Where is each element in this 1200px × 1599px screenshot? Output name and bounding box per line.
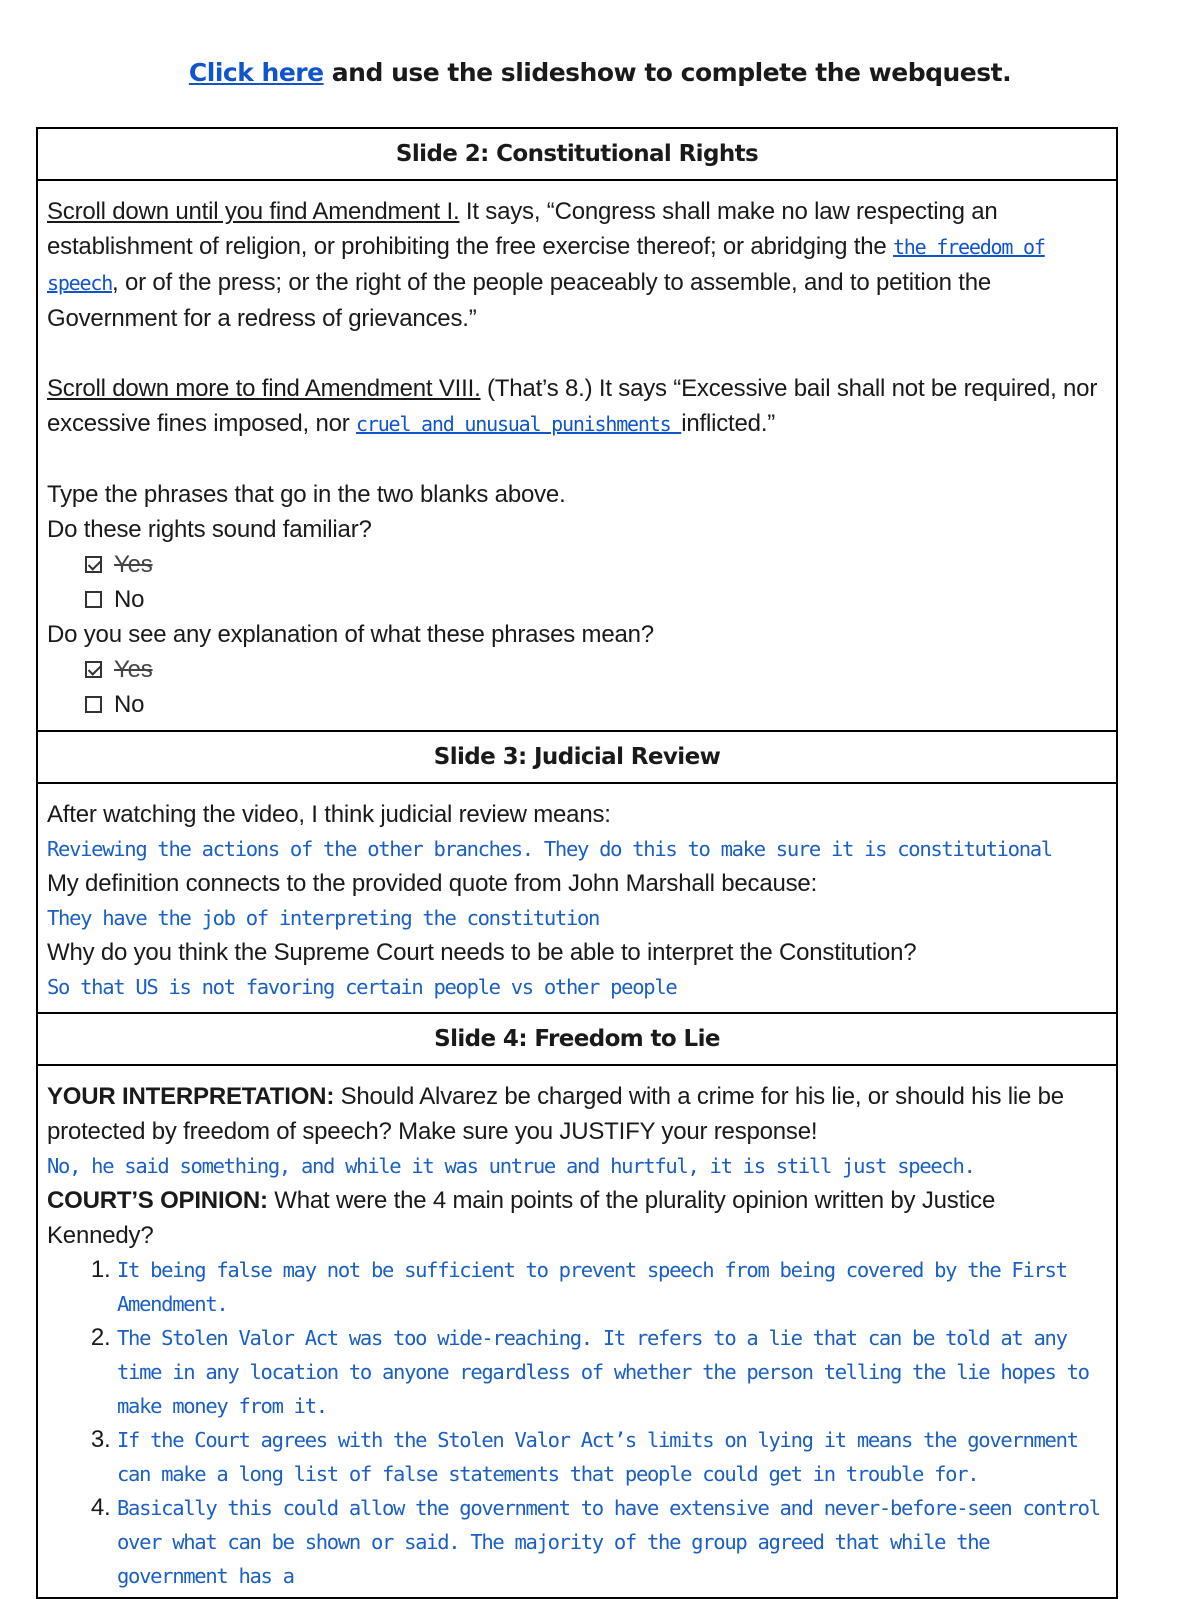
webquest-table bbox=[36, 127, 1118, 1599]
checkbox-checked-icon[interactable] bbox=[85, 556, 102, 573]
option-familiar-no[interactable]: No bbox=[47, 582, 1107, 617]
option-familiar-yes[interactable]: Yes bbox=[47, 547, 1107, 582]
list-item: 4. Basically this could allow the government to have extensive and never-before-seen control over what can be shown or said. The majority of the group agreed that while the government has a bbox=[117, 1491, 1107, 1593]
amendment-8-lead: Scroll down more to find Amendment VIII. bbox=[47, 375, 481, 402]
slide2-header: Slide 2: Constitutional Rights bbox=[37, 128, 1117, 180]
slide3-header: Slide 3: Judicial Review bbox=[37, 731, 1117, 783]
checkbox-checked-icon[interactable] bbox=[85, 661, 102, 678]
list-item: 2. The Stolen Valor Act was too wide-reaching. It refers to a lie that can be told at any time in any location to anyone regardless of whether the person telling the lie hopes to make money from it. bbox=[117, 1321, 1107, 1423]
question-explanation: Do you see any explanation of what these phrases mean? bbox=[47, 621, 654, 648]
interpretation-label: YOUR INTERPRETATION: bbox=[47, 1083, 335, 1110]
amendment-8-paragraph: Scroll down more to find Amendment VIII. (That’s 8.) It says “Excessive bail shall not be required, nor excessive fines imposed, nor cruel and unusual punishments inflicted.” bbox=[47, 375, 1098, 437]
opinion-points-list bbox=[47, 1253, 1107, 1593]
amendment-1-lead: Scroll down until you find Amendment I. bbox=[47, 198, 460, 225]
list-item: 1. It being false may not be sufficient to prevent speech from being covered by the First Amendment. bbox=[117, 1253, 1107, 1321]
cruel-unusual-link[interactable]: cruel and unusual punishments bbox=[356, 412, 682, 436]
slideshow-link[interactable]: Click here bbox=[188, 58, 324, 87]
judicial-question-2: My definition connects to the provided quote from John Marshall because: bbox=[47, 870, 818, 897]
checkbox-empty-icon[interactable] bbox=[85, 591, 102, 608]
slide4-body bbox=[37, 1065, 1117, 1598]
amendment-1-paragraph: Scroll down until you find Amendment I. It says, “Congress shall make no law respecting an establishment of religion, or prohibiting the free exercise thereof; or abridging the the freedom of speech, or of the press; or the right of the people peaceably to assemble, and to petition the Government for a redress of grievances.” bbox=[47, 198, 1045, 332]
court-opinion-label: COURT’S OPINION: bbox=[47, 1187, 268, 1214]
checkbox-empty-icon[interactable] bbox=[85, 696, 102, 713]
slide2-body bbox=[37, 180, 1117, 731]
slide3-body bbox=[37, 783, 1117, 1013]
judicial-question-3: Why do you think the Supreme Court needs to be able to interpret the Constitution? bbox=[47, 939, 917, 966]
interpretation-question: YOUR INTERPRETATION: Should Alvarez be charged with a crime for his lie, or should his lie be protected by freedom of speech? Make sure you JUSTIFY your response! bbox=[47, 1083, 1064, 1145]
judicial-answer-3[interactable]: So that US is not favoring certain people vs other people bbox=[47, 975, 677, 999]
option-explanation-yes[interactable]: Yes bbox=[47, 652, 1107, 687]
court-opinion-question: COURT’S OPINION: What were the 4 main points of the plurality opinion written by Justice Kennedy? bbox=[47, 1187, 996, 1249]
slide4-header: Slide 4: Freedom to Lie bbox=[37, 1013, 1117, 1065]
intro-text: and use the slideshow to complete the webquest. bbox=[323, 58, 1012, 87]
interpretation-answer[interactable]: No, he said something, and while it was untrue and hurtful, it is still just speech. bbox=[47, 1154, 975, 1178]
freedom-of-speech-link[interactable]: the freedom of speech bbox=[47, 235, 1045, 295]
question-familiar: Do these rights sound familiar? bbox=[47, 516, 372, 543]
judicial-answer-1[interactable]: Reviewing the actions of the other branches. They do this to make sure it is constitutional bbox=[47, 837, 1052, 861]
judicial-question-1: After watching the video, I think judicial review means: bbox=[47, 801, 611, 828]
intro-line bbox=[0, 58, 1200, 87]
judicial-answer-2[interactable]: They have the job of interpreting the constitution bbox=[47, 906, 600, 930]
instruction-text: Type the phrases that go in the two blanks above. bbox=[47, 481, 566, 508]
list-item: 3. If the Court agrees with the Stolen Valor Act’s limits on lying it means the government can make a long list of false statements that people could get in trouble for. bbox=[117, 1423, 1107, 1491]
option-explanation-no[interactable]: No bbox=[47, 687, 1107, 722]
